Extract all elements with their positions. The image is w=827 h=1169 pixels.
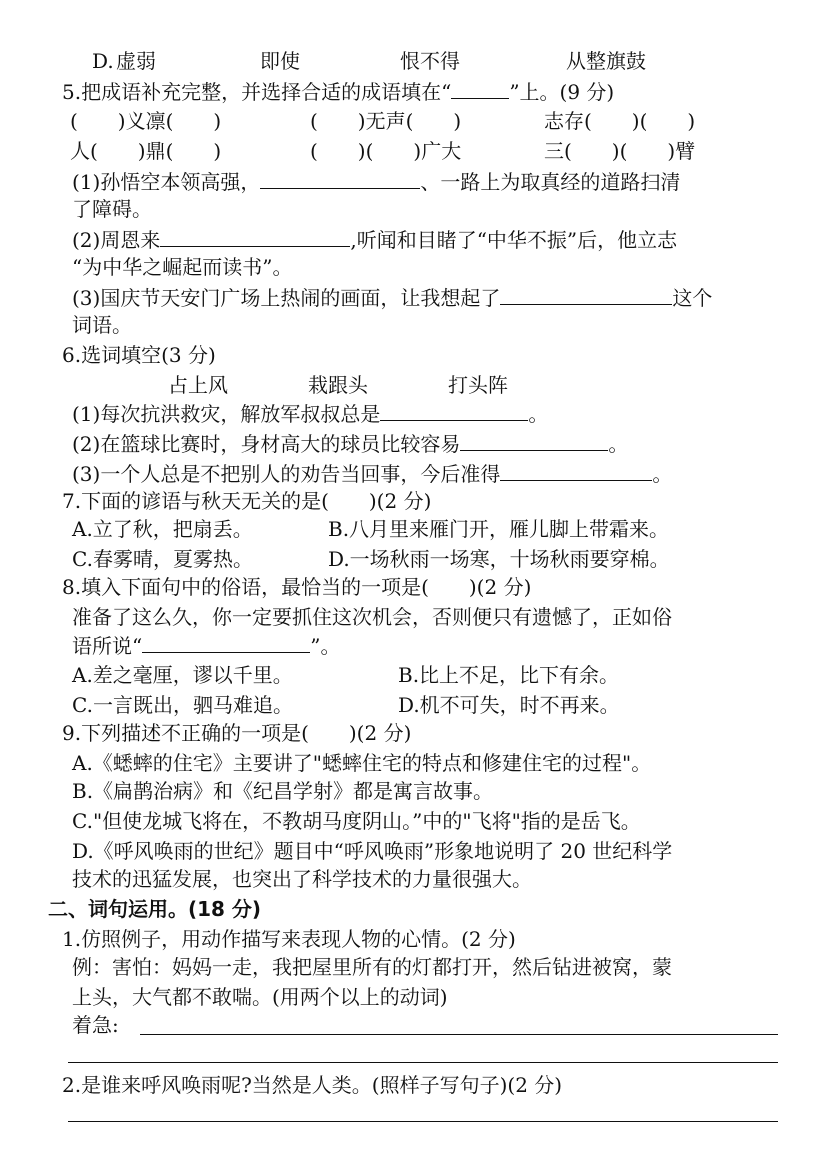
q5-s1-continuation: 了障碍。 xyxy=(72,197,152,221)
q8-passage-2a: 语所说“ xyxy=(72,634,143,658)
q6-s3-a: (3)一个人总是不把别人的劝告当回事，今后准得 xyxy=(72,462,501,486)
q7-option-b[interactable]: B.八月里来雁门开，雁儿脚上带霜来。 xyxy=(328,517,670,541)
q5-idiom-1[interactable]: ( )义凛( ) xyxy=(70,109,222,133)
q5-s3-blank[interactable] xyxy=(500,284,672,305)
q5-stem-a: 5.把成语补充完整，并选择合适的成语填在“ xyxy=(62,80,452,104)
s2q1-example-line-2: 上头，大气都不敢喘。(用两个以上的动词) xyxy=(72,985,448,1009)
q5-sentence-3 xyxy=(72,284,712,311)
q5-sentence-1 xyxy=(72,168,680,195)
q6-sentence-2 xyxy=(72,430,628,457)
q6-sentence-1 xyxy=(72,400,548,427)
q7-option-a[interactable]: A.立了秋，把扇丢。 xyxy=(72,517,253,541)
s2q1-stem: 1.仿照例子，用动作描写来表现人物的心情。(2 分) xyxy=(62,927,516,951)
q5-s2-continuation: “为中华之崛起而读书”。 xyxy=(72,255,293,279)
q5-idiom-2[interactable]: ( )无声( ) xyxy=(310,109,462,133)
q8-passage-line-2 xyxy=(72,632,340,659)
q7-option-d[interactable]: D.一场秋雨一场寒，十场秋雨要穿棉。 xyxy=(328,547,670,571)
q6-stem: 6.选词填空(3 分) xyxy=(62,343,216,367)
q9-option-c[interactable]: C."但使龙城飞将在，不教胡马度阴山。”中的"飞将"指的是岳飞。 xyxy=(72,809,641,833)
q6-word-3: 打头阵 xyxy=(448,373,508,397)
q9-option-d-line-2: 技术的迅猛发展，也突出了科学技术的力量很强大。 xyxy=(72,867,532,891)
q6-s1-blank[interactable] xyxy=(380,400,528,421)
section-2-title: 二、词句运用。(18 分) xyxy=(48,897,262,921)
q5-s3-b: 这个 xyxy=(672,286,713,310)
q5-idiom-5[interactable]: ( )( )广大 xyxy=(310,139,462,163)
q6-s3-b: 。 xyxy=(652,462,673,486)
q8-option-c[interactable]: C.一言既出，驷马难追。 xyxy=(72,693,293,717)
q5-sentence-2 xyxy=(72,226,677,253)
s2q1-example-line-1: 例：害怕：妈妈一走，我把屋里所有的灯都打开，然后钻进被窝，蒙 xyxy=(72,955,672,979)
s2q2-stem: 2.是谁来呼风唤雨呢?当然是人类。(照样子写句子)(2 分) xyxy=(62,1073,563,1097)
q6-sentence-3 xyxy=(72,460,672,487)
q8-passage-line-1: 准备了这么久，你一定要抓住这次机会，否则便只有遗憾了，正如俗 xyxy=(72,605,672,629)
q9-option-a[interactable]: A.《蟋蟀的住宅》主要讲了"蟋蟀住宅的特点和修建住宅的过程"。 xyxy=(72,751,652,775)
q6-s1-b: 。 xyxy=(528,402,549,426)
s2q2-answer-line[interactable] xyxy=(68,1121,778,1122)
q4-d-word-3: 恨不得 xyxy=(400,49,460,73)
q5-idiom-4[interactable]: 人( )鼎( ) xyxy=(70,139,222,163)
q9-option-d-line-1[interactable]: D.《呼风唤雨的世纪》题目中“呼风唤雨”形象地说明了 20 世纪科学 xyxy=(72,839,673,863)
q5-s1-b: 、一路上为取真经的道路扫清 xyxy=(420,170,681,194)
q6-s2-b: 。 xyxy=(608,432,629,456)
s2q1-answer-line-2[interactable] xyxy=(68,1062,778,1063)
q6-s2-blank[interactable] xyxy=(460,430,608,451)
q8-passage-2b: ”。 xyxy=(310,634,341,658)
q6-s3-blank[interactable] xyxy=(500,460,652,481)
q5-s3-a: (3)国庆节天安门广场上热闹的画面，让我想起了 xyxy=(72,286,501,310)
q9-option-b[interactable]: B.《扁鹊治病》和《纪昌学射》都是寓言故事。 xyxy=(72,779,494,803)
q5-idiom-6[interactable]: 三( )( )臂 xyxy=(544,139,696,163)
q9-stem: 9.下列描述不正确的一项是( )(2 分) xyxy=(62,721,412,745)
q6-word-2: 栽跟头 xyxy=(308,373,368,397)
q5-s1-blank[interactable] xyxy=(260,168,420,189)
q4-d-word-1: 虚弱 xyxy=(116,49,156,73)
q5-stem-b: ”上。(9 分) xyxy=(509,80,615,104)
s2q1-answer-line-1[interactable] xyxy=(140,1034,778,1035)
q5-stem-blank[interactable] xyxy=(451,78,509,99)
q7-option-c[interactable]: C.春雾晴，夏雾热。 xyxy=(72,547,253,571)
q6-s2-a: (2)在篮球比赛时，身材高大的球员比较容易 xyxy=(72,432,461,456)
q4-d-word-4: 从整旗鼓 xyxy=(566,49,646,73)
q8-stem: 8.填入下面句中的俗语，最恰当的一项是( )(2 分) xyxy=(62,575,532,599)
q5-s2-a: (2)周恩来 xyxy=(72,228,161,252)
q6-s1-a: (1)每次抗洪救灾，解放军叔叔总是 xyxy=(72,402,381,426)
q5-stem xyxy=(62,78,614,105)
q5-s2-b: ,听闻和目睹了“中华不振”后，他立志 xyxy=(350,228,678,252)
q8-option-b[interactable]: B.比上不足，比下有余。 xyxy=(398,663,620,687)
q6-word-1: 占上风 xyxy=(168,373,228,397)
q5-s2-blank[interactable] xyxy=(160,226,350,247)
q7-stem: 7.下面的谚语与秋天无关的是( )(2 分) xyxy=(62,489,432,513)
q5-s1-a: (1)孙悟空本领高强， xyxy=(72,170,261,194)
q5-s3-continuation: 词语。 xyxy=(72,313,132,337)
q5-idiom-3[interactable]: 志存( )( ) xyxy=(544,109,696,133)
q8-blank[interactable] xyxy=(142,632,310,653)
q8-option-a[interactable]: A.差之毫厘，谬以千里。 xyxy=(72,663,293,687)
q4-d-word-2: 即使 xyxy=(260,49,300,73)
s2q1-prompt-label: 着急: xyxy=(72,1013,119,1037)
q4-d-label: D. xyxy=(92,49,114,73)
q8-option-d[interactable]: D.机不可失，时不再来。 xyxy=(398,693,620,717)
